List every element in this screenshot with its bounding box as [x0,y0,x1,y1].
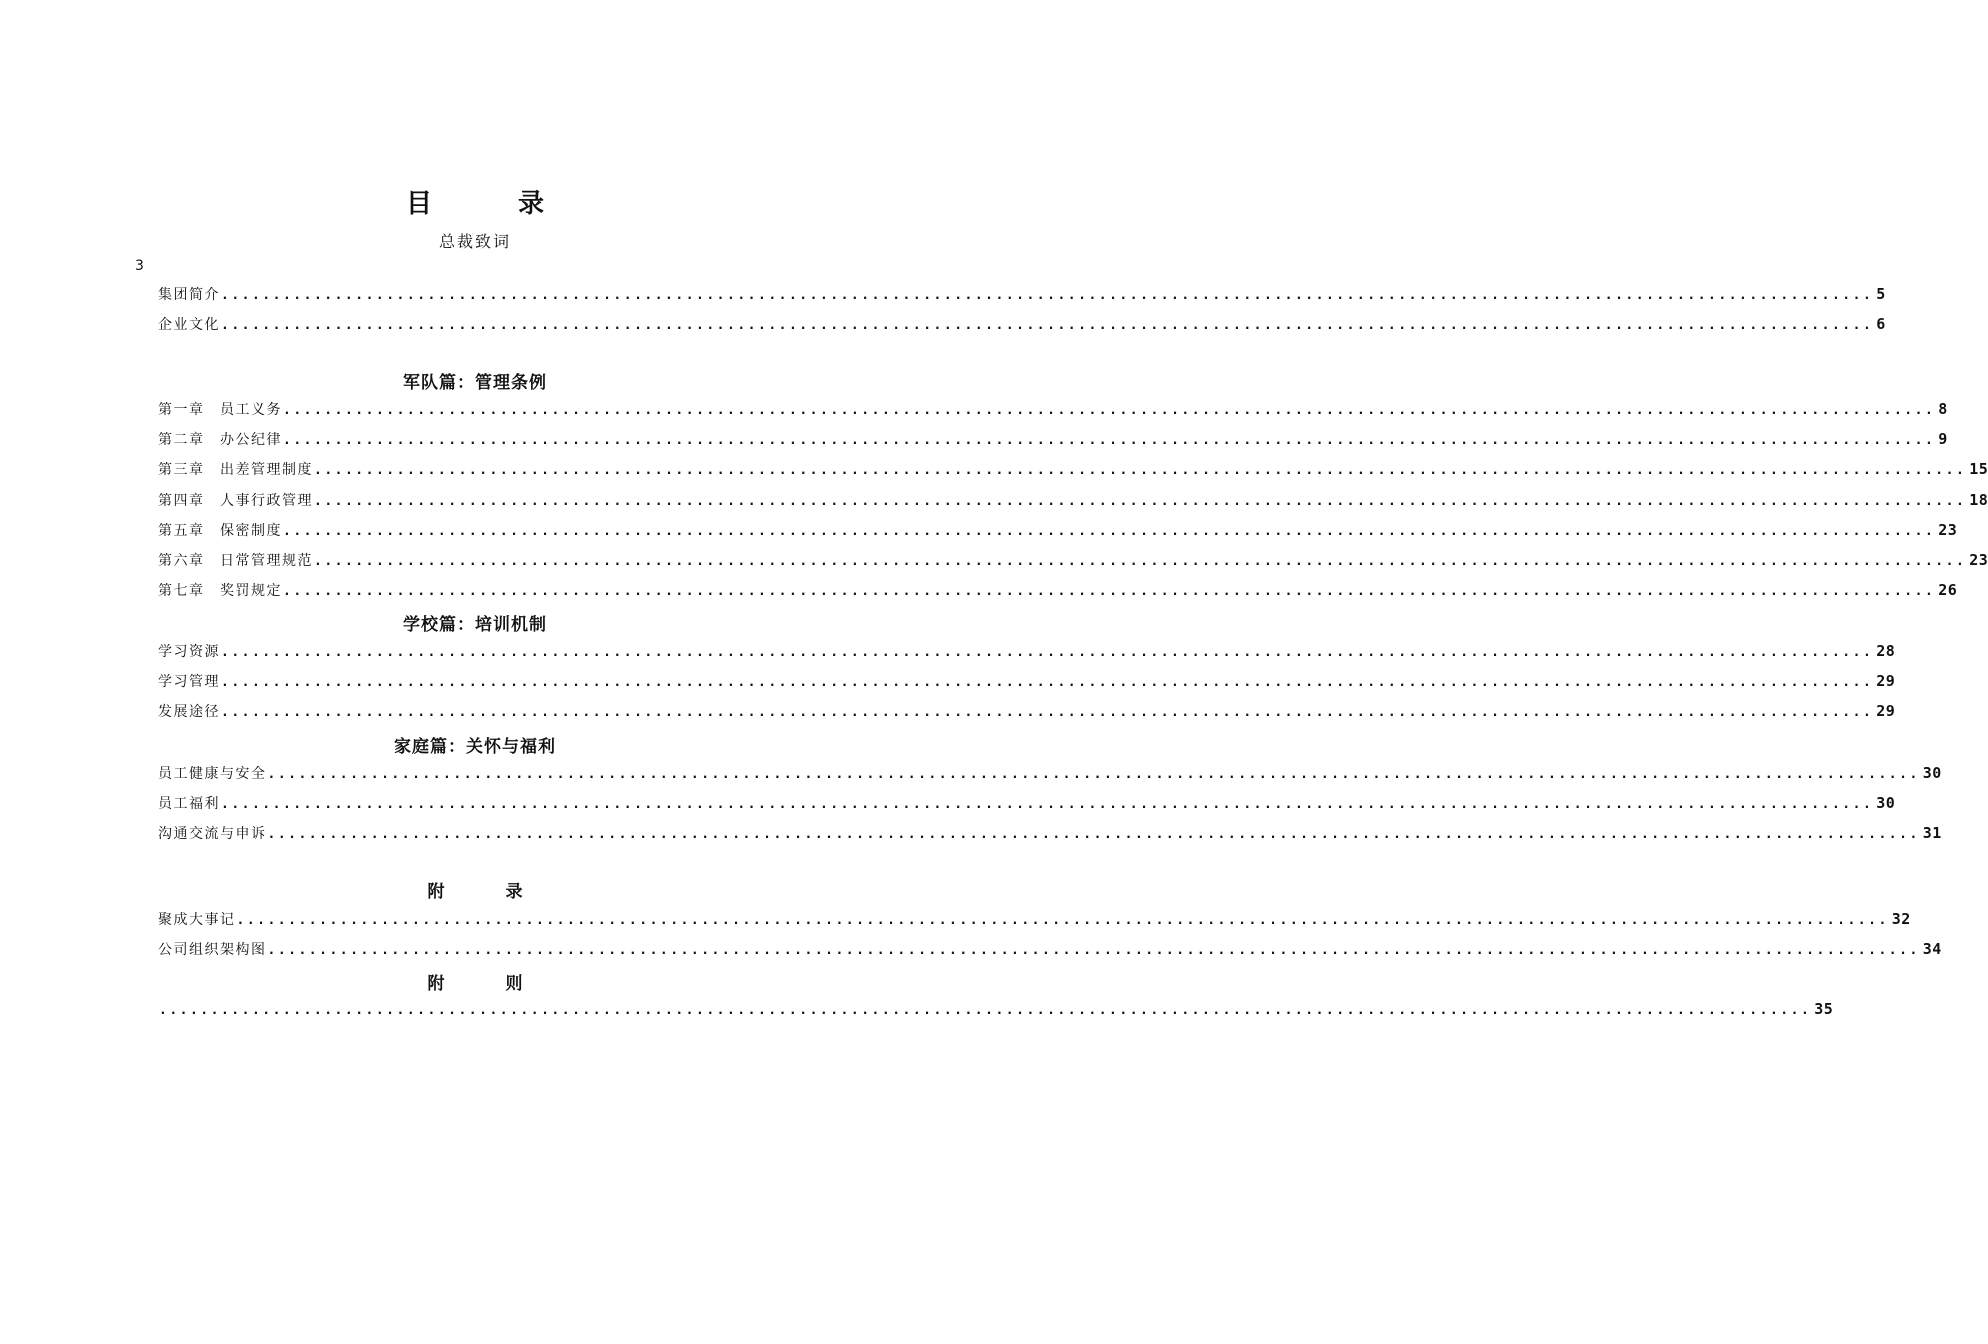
dot-leader: ................................................................................................................................................................ [267,827,1920,842]
dot-leader: ................................................................................................................................................................ [283,403,1936,418]
dot-leader: ................................................................................................................................................................ [221,318,1874,333]
intro-page-number: 3 [135,258,144,274]
dot-leader: ................................................................................................................................................................ [267,943,1920,958]
toc-entry-learning-resources[interactable] [158,641,1896,663]
page-title: 目 录 [405,189,574,219]
toc-entry-health-safety[interactable] [158,763,1942,785]
toc-entry-supplementary[interactable] [158,1000,1834,1022]
toc-entry-page: 28 [1876,642,1896,660]
toc-entry-org-chart[interactable] [158,939,1942,961]
toc-entry-page: 23 [1938,521,1958,539]
toc-entry-page: 34 [1922,940,1942,958]
toc-entry-milestones[interactable] [158,909,1911,931]
section-heading-supplementary: 附 则 [427,974,545,994]
dot-leader: ................................................................................................................................................................ [314,554,1967,569]
toc-entry-label: 第二章 办公纪律 [158,432,282,448]
section-heading-appendix: 附 录 [427,882,545,902]
toc-entry-communication-appeals[interactable] [158,823,1942,845]
toc-entry-career-path[interactable] [158,701,1896,723]
toc-entry-chapter-2[interactable] [158,429,1948,451]
toc-entry-label: 第一章 员工义务 [158,402,282,418]
dot-leader: ................................................................................................................................................................ [221,797,1874,812]
toc-entry-chapter-6[interactable] [158,550,1988,572]
dot-leader: ................................................................................................................................................................ [283,433,1936,448]
dot-leader: ................................................................................................................................................................ [221,675,1874,690]
toc-entry-page: 30 [1922,764,1942,782]
toc-entry-learning-management[interactable] [158,671,1896,693]
toc-entry-label: 沟通交流与申诉 [158,826,267,842]
dot-leader: ................................................................................................................................................................ [283,584,1936,599]
dot-leader: ................................................................................................................................................................ [236,913,1889,928]
toc-entry-group-intro[interactable] [158,284,1886,306]
toc-entry-label: 学习资源 [158,644,220,660]
toc-entry-label: 第三章 出差管理制度 [158,462,313,478]
toc-entry-page: 18 [1969,491,1988,509]
dot-leader: ................................................................................................................................................................ [221,645,1874,660]
dot-leader: ................................................................................................................................................................ [267,767,1920,782]
toc-entry-chapter-1[interactable] [158,399,1948,421]
toc-entry-label: 员工福利 [158,796,220,812]
toc-entry-label: 聚成大事记 [158,912,236,928]
toc-entry-page: 9 [1938,430,1948,448]
dot-leader: ................................................................................................................................................................ [314,463,1967,478]
toc-entry-label: 公司组织架构图 [158,942,267,958]
section-heading-family: 家庭篇：关怀与福利 [394,737,556,757]
toc-entry-label: 第四章 人事行政管理 [158,493,313,509]
toc-entry-chapter-4[interactable] [158,490,1988,512]
dot-leader: ................................................................................................................................................................ [314,494,1967,509]
toc-entry-corporate-culture[interactable] [158,314,1886,336]
toc-entry-page: 6 [1876,315,1886,333]
toc-entry-chapter-3[interactable] [158,459,1988,481]
toc-entry-page: 5 [1876,285,1886,303]
dot-leader: ................................................................................................................................................................ [159,1003,1812,1018]
toc-entry-label: 集团简介 [158,287,220,303]
section-heading-school: 学校篇：培训机制 [403,615,547,635]
toc-entry-page: 31 [1922,824,1942,842]
toc-entry-employee-benefits[interactable] [158,793,1896,815]
toc-entry-page: 23 [1969,551,1988,569]
toc-entry-page: 26 [1938,581,1958,599]
toc-entry-chapter-5[interactable] [158,520,1958,542]
toc-entry-label: 发展途径 [158,704,220,720]
toc-entry-page: 30 [1876,794,1896,812]
toc-entry-label: 第七章 奖罚规定 [158,583,282,599]
toc-entry-page: 29 [1876,672,1896,690]
intro-heading: 总裁致词 [438,232,511,251]
section-heading-military: 军队篇：管理条例 [403,373,547,393]
dot-leader: ................................................................................................................................................................ [221,705,1874,720]
dot-leader: ................................................................................................................................................................ [221,288,1874,303]
dot-leader: ................................................................................................................................................................ [283,524,1936,539]
toc-entry-label: 学习管理 [158,674,220,690]
toc-entry-label: 第五章 保密制度 [158,523,282,539]
toc-entry-page: 29 [1876,702,1896,720]
toc-entry-page: 8 [1938,400,1948,418]
toc-entry-chapter-7[interactable] [158,580,1958,602]
toc-entry-label: 员工健康与安全 [158,766,267,782]
toc-entry-page: 15 [1969,460,1988,478]
toc-entry-label: 第六章 日常管理规范 [158,553,313,569]
toc-entry-label: 企业文化 [158,317,220,333]
toc-entry-page: 35 [1814,1000,1834,1018]
toc-entry-page: 32 [1891,910,1911,928]
